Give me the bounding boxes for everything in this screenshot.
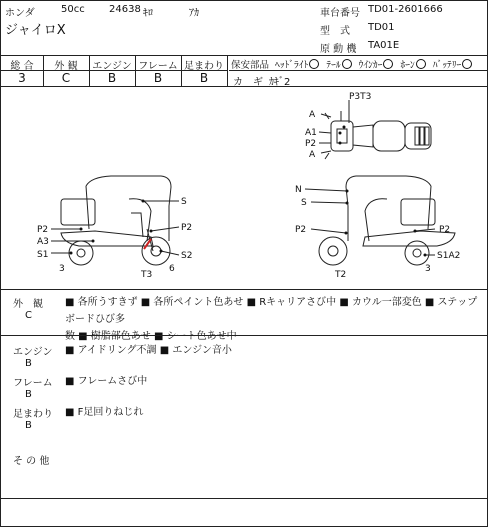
section-engine-title: エンジン: [13, 347, 53, 358]
section-suspension-title: 足まわり: [13, 409, 53, 420]
grade-value-overall: 3: [18, 71, 26, 85]
label-left-6: 6: [169, 264, 175, 274]
equipment-headlight: ﾍｯﾄﾞﾗｲﾄ: [275, 60, 309, 71]
label-top-a1: A1: [305, 128, 317, 138]
grade-value-frame: B: [153, 71, 163, 85]
displacement: 50cc: [61, 4, 85, 15]
leader-lines: [51, 100, 435, 255]
grade-header-engine: エンジン: [92, 61, 132, 72]
label-top-a: A: [309, 110, 316, 120]
label-left-p2-rear: P2: [37, 225, 49, 235]
section-frame-notes: [65, 373, 485, 390]
key-value: ｶｷﾞ2: [269, 77, 291, 88]
section-engine-grade: B: [25, 358, 32, 369]
label-right-p2-front: P2: [295, 225, 307, 235]
label-top-p3t3: P3T3: [349, 92, 372, 102]
note-line: ■ アイドリング不調 ■ エンジン音小: [65, 345, 232, 356]
label-right-t2: T2: [335, 270, 347, 280]
type-label: 型 式: [320, 26, 350, 37]
grade-value-exterior: C: [61, 71, 71, 85]
key-label: カ ギ: [233, 77, 263, 88]
label-left-s: S: [181, 197, 187, 207]
section-frame-grade: B: [25, 389, 32, 400]
right-view-scooter: [319, 176, 455, 265]
mileage: 24638: [109, 4, 141, 15]
frame-no-label: 車台番号: [320, 8, 360, 19]
frame-no: TD01-2601666: [368, 4, 443, 15]
label-top-a-lower: A: [309, 150, 316, 160]
section-exterior-title: 外 観: [13, 299, 43, 310]
section-suspension-notes: [65, 404, 485, 421]
label-left-s1: S1: [37, 250, 49, 260]
model-name: ジャイロX: [5, 23, 66, 38]
label-left-p2-front: P2: [181, 223, 193, 233]
label-right-s: S: [301, 198, 307, 208]
divider-comments-top: [1, 289, 487, 290]
grade-header-suspension: 足まわり: [184, 61, 224, 72]
section-other-title: そ の 他: [13, 456, 50, 467]
label-right-n: N: [295, 185, 302, 195]
left-view-scooter: [61, 176, 171, 265]
grade-header-frame: フレーム: [138, 61, 178, 72]
divider-bottom: [1, 498, 487, 499]
engine-label: 原 動 機: [320, 44, 357, 55]
label-right-s1a2: S1A2: [437, 251, 461, 261]
body-color: ｱｶ: [189, 8, 199, 19]
type-value: TD01: [368, 22, 395, 33]
note-line: 数 ■ 樹脂部色あせ ■ シート色あせ中: [65, 331, 237, 342]
section-suspension-grade: B: [25, 420, 32, 431]
label-right-p2-rear: P2: [439, 225, 451, 235]
section-exterior-grade: C: [25, 310, 32, 321]
section-frame-title: フレーム: [13, 378, 53, 389]
mileage-unit: ｷﾛ: [143, 8, 153, 19]
note-line: ■ F足回りねじれ: [65, 407, 144, 418]
equipment-battery: ﾊﾞｯﾃﾘｰ: [432, 60, 462, 71]
grade-header-overall: 総 合: [10, 61, 34, 72]
equipment-tail: ﾃｰﾙ: [326, 60, 341, 71]
equipment-winker: ｳｲﾝｶｰ: [358, 60, 383, 71]
grade-header-exterior: 外 観: [54, 61, 78, 72]
vehicle-diagram: [1, 1, 489, 291]
section-exterior-notes: [65, 294, 485, 345]
label-left-t3: T3: [141, 270, 153, 280]
label-left-s2: S2: [181, 251, 193, 261]
section-engine-notes: [65, 342, 485, 359]
label-left-a3: A3: [37, 237, 49, 247]
grade-value-suspension: B: [199, 71, 209, 85]
label-top-p2: P2: [305, 139, 317, 149]
maker: ホンダ: [5, 8, 35, 19]
top-view-scooter: [325, 111, 431, 159]
engine-value: TA01E: [368, 40, 400, 51]
label-right-3: 3: [425, 264, 431, 274]
grade-value-engine: B: [107, 71, 117, 85]
equipment-horn: ﾎｰﾝ: [400, 60, 415, 71]
equipment-label: 保安部品: [231, 60, 270, 71]
note-line: ■ 各所うすきず ■ 各所ペイント色あせ ■ Rキャリアさび中 ■ カウル一部変色 ■ ステップボードひび多: [65, 297, 478, 325]
label-left-3: 3: [59, 264, 65, 274]
note-line: ■ フレームさび中: [65, 376, 148, 387]
